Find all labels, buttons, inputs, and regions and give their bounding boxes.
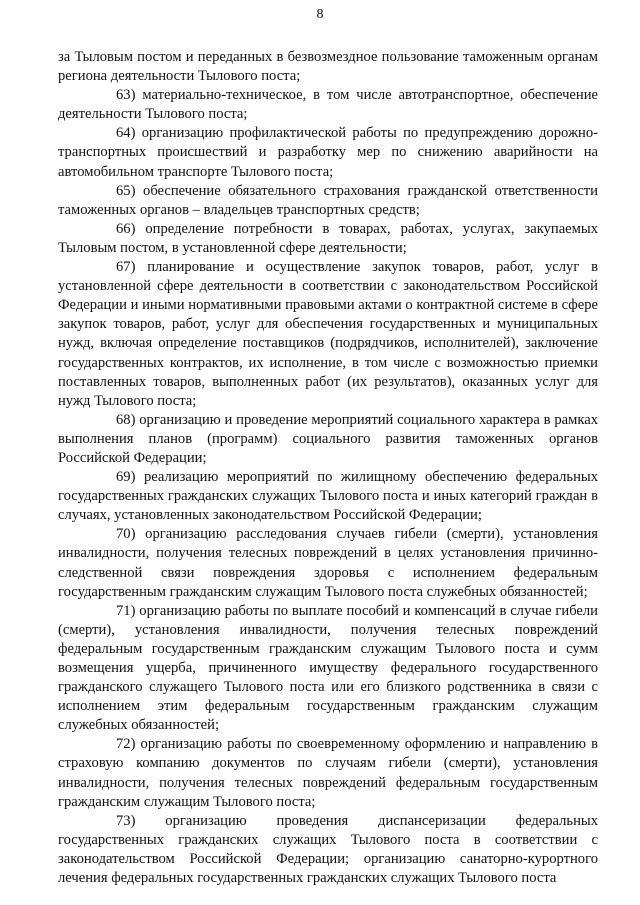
page-number: 8 <box>316 7 324 22</box>
paragraph-item-68: 68) организацию и проведение мероприятий социального характера в рамках выполнения планов (программ) социального развития таможенных органов Российской Федерации; <box>58 411 598 466</box>
paragraph-item-66: 66) определение потребности в товарах, работах, услугах, закупаемых Тыловым постом, в установленной сфере деятельности; <box>58 220 598 256</box>
paragraph-item-70: 70) организацию расследования случаев гибели (смерти), установления инвалидности, получения телесных повреждений в целях установления причинно-следственной связи повреждения здоровья с исполнением федеральным государственным гражданским служащим Тылового поста служебных обязанностей; <box>58 526 598 600</box>
paragraph-item-63: 63) материально-техническое, в том числе автотранспортное, обеспечение деятельности Тылового поста; <box>58 87 598 123</box>
paragraph-item-67: 67) планирование и осуществление закупок товаров, работ, услуг в установленной сфере деятельности в соответствии с законодательством Российской Федерации и иными нормативными правовыми актами о контрактной системе в сфере закупок товаров, работ, услуг для обеспечения государственных и муниципальных нужд, включая определение поставщиков (подрядчиков, исполнителей), заключение государственных контрактов, их исполнение, в том числе с возможностью приемки поставленных товаров, выполненных работ (их результатов), оказанных услуг для нужд Тылового поста; <box>58 259 598 409</box>
paragraph-item-65: 65) обеспечение обязательного страхования гражданской ответственности таможенных органов – владельцев транспортных средств; <box>58 182 598 218</box>
paragraph-item-69: 69) реализацию мероприятий по жилищному обеспечению федеральных государственных гражданских служащих Тылового поста и иных категорий граждан в случаях, установленных законодательством Российской Федерации; <box>58 469 598 524</box>
paragraph: за Тыловым постом и переданных в безвозмездное пользование таможенным органам региона деятельности Тылового поста; <box>58 49 598 85</box>
document-body <box>58 48 598 888</box>
paragraph-item-71: 71) организацию работы по выплате пособий и компенсаций в случае гибели (смерти), установления инвалидности, получения телесных повреждений федеральным государственным гражданским служащим Тылового поста и сумм возмещения ущерба, причиненного имуществу федерального государственного гражданского служащего Тылового поста или его близкого родственника в связи с исполнением этим федеральным государственным гражданским служащим служебных обязанностей; <box>58 602 598 734</box>
paragraph-item-73: 73) организацию проведения диспансеризации федеральных государственных гражданских служащих Тылового поста в соответствии с законодательством Российской Федерации; организацию санаторно-курортного лечения федеральных государственных гражданских служащих Тылового поста <box>58 812 598 887</box>
paragraph-item-72: 72) организацию работы по своевременному оформлению и направлению в страховую компанию документов по случаям гибели (смерти), установления инвалидности, получения телесных повреждений федеральным государственным гражданским служащим Тылового поста; <box>58 736 598 810</box>
paragraph-item-64: 64) организацию профилактической работы по предупреждению дорожно-транспортных происшествий и разработку мер по снижению аварийности на автомобильном транспорте Тылового поста; <box>58 125 598 180</box>
